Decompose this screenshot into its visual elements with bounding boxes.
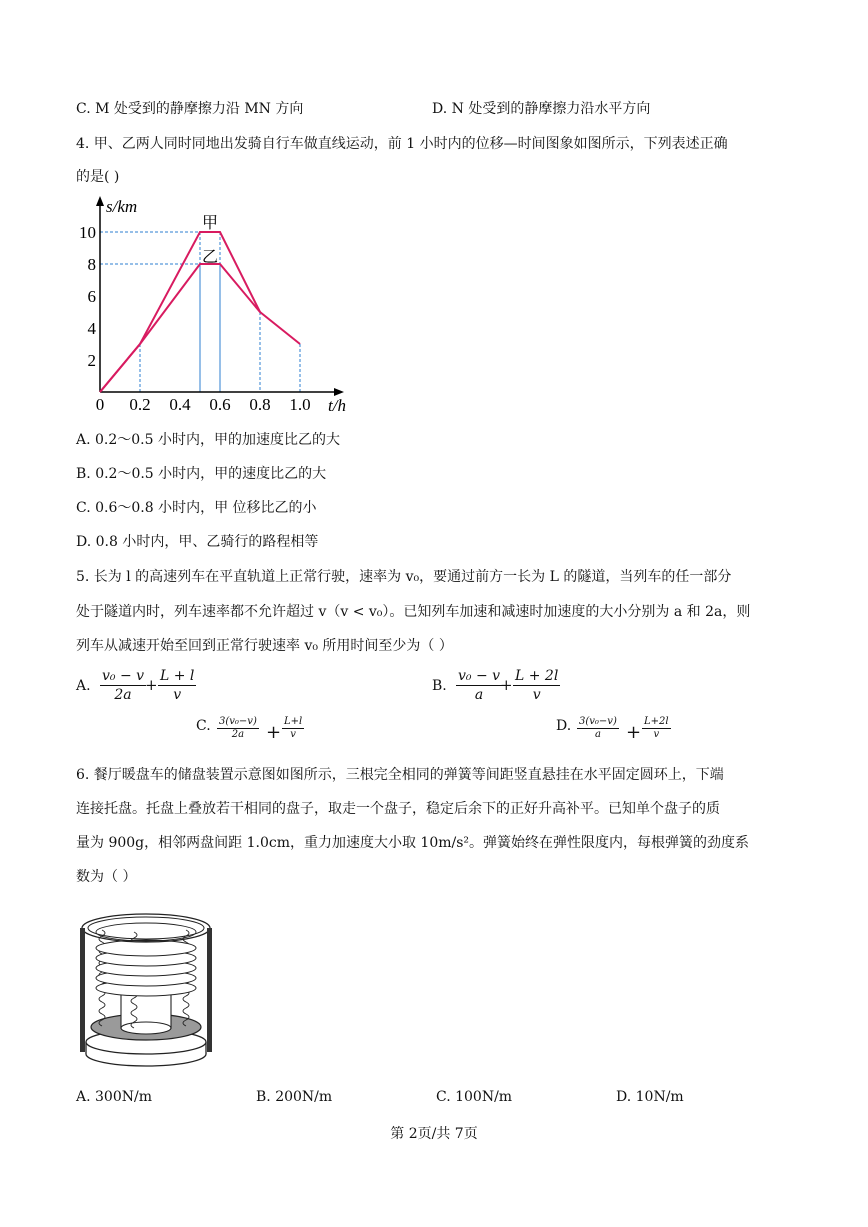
x-tick-label: 0.6 [209,395,231,414]
numerator: 3(v₀−v) [219,716,257,727]
series-label-jia: 甲 [201,215,219,232]
guide-lines [100,232,300,392]
q5-option-b-fraction2 [513,667,560,704]
y-tick-label: 4 [87,319,96,338]
q4-option-c: C. 0.6～0.8 小时内，甲 位移比乙的小 [76,500,317,516]
plus-sign: + [266,722,282,743]
q6-option-b: B. 200N/m [256,1089,333,1105]
denominator: v [653,729,660,740]
q6-stem-line3: 量为 900g，相邻两盘间距 1.0cm，重力加速度大小取 10m/s²。弹簧始终在弹性限度内，每根弹簧的劲度系 [76,835,750,851]
q5-stem-line1: 5. 长为 l 的高速列车在平直轨道上正常行驶，速率为 v₀，要通过前方一长为 L 的隧道，当列车的任一部分 [76,569,732,585]
q5-option-a-label: A. [76,678,91,694]
y-axis-label: s/km [106,197,138,216]
q3-option-d: D. N 处受到的静摩擦力沿水平方向 [432,101,651,117]
tick-labels [79,197,346,415]
numerator: L+l [284,716,303,727]
numerator: L+2l [644,716,669,727]
q5-option-d-label: D. [556,718,572,734]
q6-option-c: C. 100N/m [436,1089,513,1105]
q4-position-time-chart [70,196,370,424]
plus-sign: + [626,722,642,743]
x-tick-label: 0.4 [169,395,191,414]
q5-stem-line2: 处于隧道内时，列车速率都不允许超过 v（v < v₀）。已知列车加速和减速时加速度的大小分别为 a 和 2a，则 [76,604,751,620]
series-line-乙 [100,264,260,392]
plus-sign: + [500,676,513,694]
numerator: L + l [160,668,195,684]
q5-option-c-fraction1 [217,716,259,741]
x-tick-label: 0.2 [129,395,151,414]
q4-stem-line1: 4. 甲、乙两人同时同地出发骑自行车做直线运动，前 1 小时内的位移—时间图象如图所示，下列表述正确 [76,136,728,152]
denominator: v [532,687,541,703]
q6-stem-line4: 数为（ ） [76,869,137,885]
q5-stem-line3: 列车从减速开始至回到正常行驶速率 v₀ 所用时间至少为（ ） [76,638,453,654]
y-tick-label: 8 [87,255,96,274]
q4-stem-line2: 的是( ) [76,169,120,185]
q5-option-a-fraction1 [100,667,146,704]
denominator: 2a [114,687,132,703]
denominator: a [594,729,601,740]
q4-option-d: D. 0.8 小时内，甲、乙骑行的路程相等 [76,534,319,550]
x-tick-label: 0.8 [249,395,271,414]
x-axis-label: t/h [328,396,346,415]
x-axis-arrow [334,388,344,396]
plate-warmer-illustration [74,906,220,1070]
q4-option-b: B. 0.2～0.5 小时内，甲的速度比乙的大 [76,466,327,482]
q5-option-c-label: C. [196,718,211,734]
y-tick-label: 2 [87,351,96,370]
y-tick-label: 6 [87,287,96,306]
numerator: L + 2l [515,668,559,684]
q5-option-d-fraction1 [577,716,619,741]
q5-option-a-fraction2 [158,667,196,704]
page-footer: 第 2页/共 7页 [390,1126,478,1142]
q5-option-b-label: B. [432,678,447,694]
x-tick-label: 0 [95,395,105,414]
denominator: 2a [231,729,245,740]
q6-option-a: A. 300N/m [76,1089,152,1105]
denominator: a [474,687,484,703]
q6-option-d: D. 10N/m [616,1089,684,1105]
q3-option-c: C. M 处受到的静摩擦力沿 MN 方向 [76,101,304,117]
denominator: v [290,729,296,740]
numerator: v₀ − v [458,668,501,684]
plus-sign: + [145,676,158,694]
q6-stem-line1: 6. 餐厅暖盘车的储盘装置示意图如图所示，三根完全相同的弹簧等间距竖直悬挂在水平固定圆环上，下端 [76,767,724,783]
series-label-yi: 乙 [201,249,219,266]
q6-stem-line2: 连接托盘。托盘上叠放若干相同的盘子，取走一个盘子，稳定后余下的正好升高补平。已知单个盘子的质 [76,801,720,817]
y-tick-label: 10 [79,223,96,242]
y-axis-arrow [96,196,104,206]
q5-option-b-fraction1 [456,667,502,704]
numerator: v₀ − v [102,668,145,684]
x-tick-label: 1.0 [289,395,311,414]
denominator: v [173,687,182,703]
q5-option-d-fraction2 [642,716,671,741]
numerator: 3(v₀−v) [579,716,617,727]
q5-option-c-fraction2 [282,716,304,741]
q4-option-a: A. 0.2～0.5 小时内，甲的加速度比乙的大 [76,432,340,448]
